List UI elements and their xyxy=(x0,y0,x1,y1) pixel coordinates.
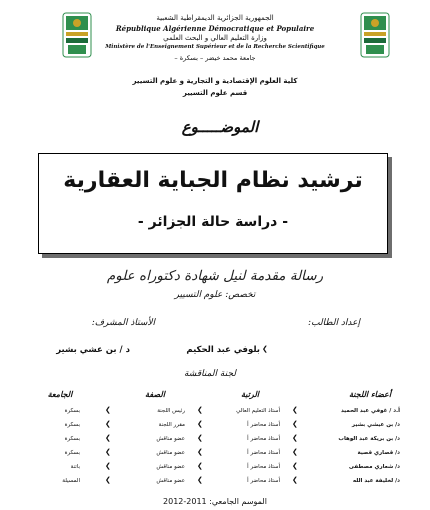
col-header-rank: الرتبة xyxy=(240,389,259,399)
member-name: د/ لخليفة عبد الله xyxy=(352,478,400,484)
member-role: عضو مناقش xyxy=(156,436,185,442)
faculty-name: كلية العلوم الإقتصادية و التجارية و علوم التسيير xyxy=(132,77,298,85)
member-rank: أستاذ التعليم العالي xyxy=(236,408,280,414)
university-logo-right xyxy=(360,12,390,58)
academic-year: الموسم الجامعي: 2011-2012 xyxy=(163,497,267,506)
title-box xyxy=(38,153,388,254)
chevron-left-icon: ❮ xyxy=(197,406,203,414)
chevron-left-icon: ❮ xyxy=(197,476,203,484)
member-role: عضو مناقش xyxy=(156,478,185,484)
col-header-role: الصفة xyxy=(145,389,165,399)
member-university: بسكرة xyxy=(64,408,80,414)
committee-heading: لجنة المناقشة xyxy=(183,369,236,379)
chevron-left-icon: ❮ xyxy=(105,462,111,470)
member-rank: أستاذ محاضر أ xyxy=(247,464,280,470)
member-university: باتنة xyxy=(70,464,80,470)
chevron-left-icon: ❮ xyxy=(105,406,111,414)
header-country-fr: République Algérienne Démocratique et Populaire xyxy=(115,24,315,33)
subject-label: الموضـــــوع xyxy=(181,118,259,136)
member-rank: أستاذ محاضر أ xyxy=(247,422,280,428)
member-university: بسكرة xyxy=(64,422,80,428)
chevron-left-icon: ❮ xyxy=(105,434,111,442)
member-role: عضو مناقش xyxy=(156,464,185,470)
member-name: د/ قصاري قصية xyxy=(357,450,400,456)
thesis-subtitle: - دراسة حالة الجزائر - xyxy=(137,214,289,230)
member-rank: أستاذ محاضر أ xyxy=(247,436,280,442)
chevron-left-icon: ❮ xyxy=(105,448,111,456)
chevron-left-icon: ❮ xyxy=(197,434,203,442)
chevron-left-icon: ❮ xyxy=(105,476,111,484)
header-ministry-ar: وزارة التعليم العالي و البحث العلمي xyxy=(163,34,267,42)
header-university: جامعة محمد خيضر – بسكرة – xyxy=(174,54,256,62)
chevron-left-icon: ❮ xyxy=(292,406,298,414)
header-country-ar: الجمهورية الجزائرية الديمقراطية الشعبية xyxy=(156,14,274,22)
member-name: د/ بن بريكة عبد الوهاب xyxy=(338,436,400,442)
supervisor-label: الأستاذ المشرف: xyxy=(91,318,155,328)
chevron-left-icon: ❮ xyxy=(197,448,203,456)
specialty-line: تخصص: علوم التسيير xyxy=(174,290,256,300)
member-role: مقرر اللجنة xyxy=(158,422,185,428)
chevron-left-icon: ❮ xyxy=(292,448,298,456)
col-header-university: الجامعة xyxy=(47,389,73,399)
member-name: د/ بن عيشي بشير xyxy=(351,422,400,428)
member-role: رئيس اللجنة xyxy=(157,408,185,414)
chevron-left-icon: ❮ xyxy=(292,420,298,428)
member-name: د/ شعاري مصطفى xyxy=(348,464,400,470)
chevron-left-icon: ❮ xyxy=(292,434,298,442)
member-university: بسكرة xyxy=(64,436,80,442)
col-header-members: أعضاء اللجنة xyxy=(348,389,392,399)
author-name: بلوفي عبد الحكيم xyxy=(186,345,260,355)
thesis-title: ترشيد نظام الجباية العقارية xyxy=(63,168,363,193)
chevron-left-icon: ❮ xyxy=(105,420,111,428)
author-chevron-icon: ❮ xyxy=(262,345,268,353)
member-rank: أستاذ محاضر أ xyxy=(247,478,280,484)
chevron-left-icon: ❮ xyxy=(197,462,203,470)
supervisor-name: د / بن عشي بشير xyxy=(56,345,130,355)
header-ministry-fr: Ministère de l'Enseignement Supérieur et de la Recherche Scientifique xyxy=(105,44,325,50)
member-role: عضو مناقش xyxy=(156,450,185,456)
chevron-left-icon: ❮ xyxy=(292,476,298,484)
chevron-left-icon: ❮ xyxy=(197,420,203,428)
member-rank: أستاذ محاضر أ xyxy=(247,450,280,456)
author-label: إعداد الطالب: xyxy=(308,318,360,328)
member-name: أ.د / غوفي عبد الحميد xyxy=(340,408,400,414)
thesis-degree-line: رسالة مقدمة لنيل شهادة دكتوراه علوم xyxy=(106,268,324,284)
member-university: المسيلة xyxy=(62,478,80,484)
member-university: بسكرة xyxy=(64,450,80,456)
university-logo-left xyxy=(62,12,92,58)
chevron-left-icon: ❮ xyxy=(292,462,298,470)
department-name: قسم علوم التسيير xyxy=(182,89,248,97)
